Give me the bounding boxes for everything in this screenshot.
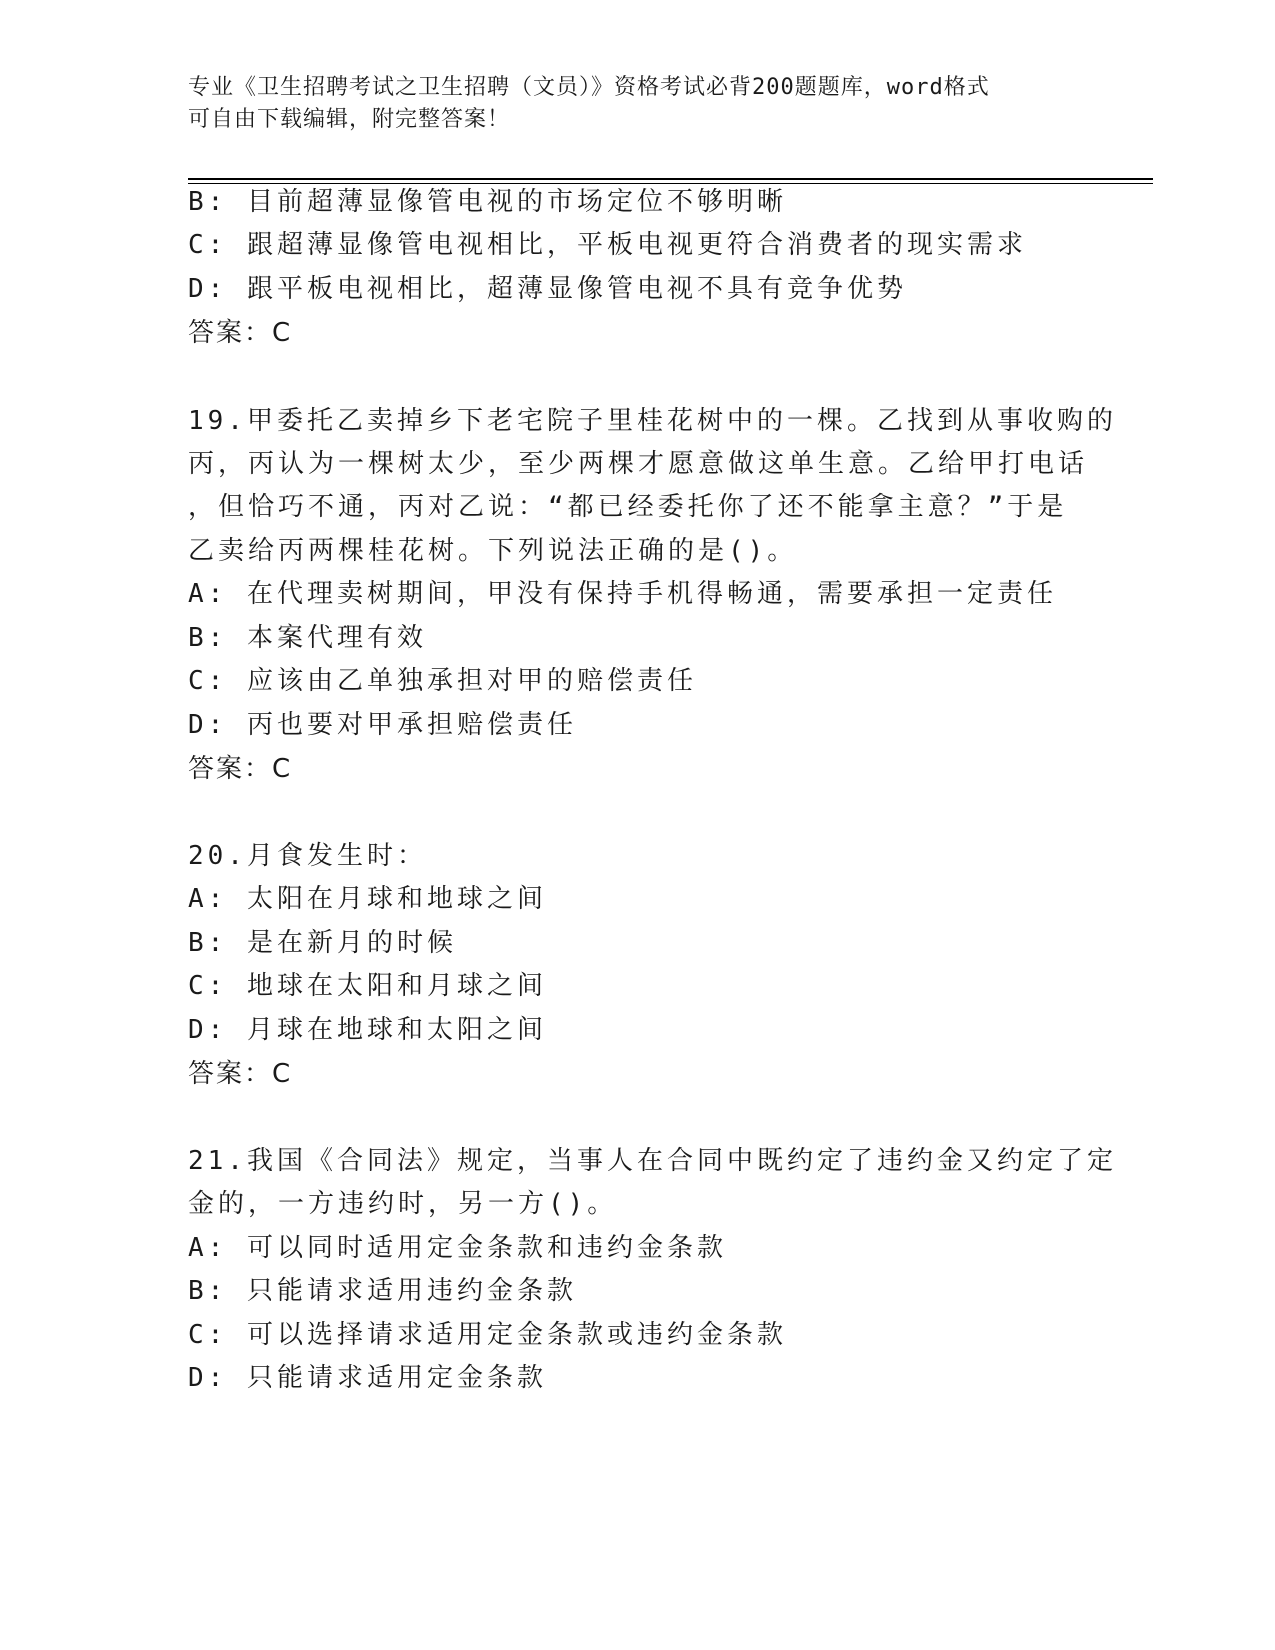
q21-option-a: A: 可以同时适用定金条款和违约金条款	[188, 1233, 727, 1263]
q18-option-c: C: 跟超薄显像管电视相比，平板电视更符合消费者的现实需求	[188, 230, 1027, 260]
q19-option-a: A: 在代理卖树期间，甲没有保持手机得畅通，需要承担一定责任	[188, 579, 1057, 609]
q20-option-b: B: 是在新月的时候	[188, 928, 457, 958]
header-line-2: 可自由下载编辑，附完整答案！	[188, 107, 511, 132]
q19-stem-line-3: ，但恰巧不通，丙对乙说：“都已经委托你了还不能拿主意？”于是	[188, 492, 1068, 522]
q21-stem-line-1: 21.我国《合同法》规定，当事人在合同中既约定了违约金又约定了定	[188, 1146, 1117, 1176]
header-rule-thick	[188, 178, 1153, 180]
q19-stem-line-4: 乙卖给丙两棵桂花树。下列说法正确的是()。	[188, 536, 798, 566]
q19-answer: 答案：C	[188, 754, 293, 784]
q21-option-d: D: 只能请求适用定金条款	[188, 1363, 547, 1393]
q20-option-c: C: 地球在太阳和月球之间	[188, 971, 547, 1001]
q19-option-b: B: 本案代理有效	[188, 623, 427, 653]
q21-stem-line-2: 金的，一方违约时，另一方()。	[188, 1189, 618, 1219]
q20-option-a: A: 太阳在月球和地球之间	[188, 884, 547, 914]
header-rule-thin	[188, 183, 1153, 184]
q20-answer: 答案：C	[188, 1059, 293, 1089]
q20-option-d: D: 月球在地球和太阳之间	[188, 1015, 547, 1045]
header-line-1: 专业《卫生招聘考试之卫生招聘（文员）》资格考试必背200题题库，word格式	[188, 75, 990, 100]
q18-option-d: D: 跟平板电视相比，超薄显像管电视不具有竞争优势	[188, 274, 907, 304]
q19-option-d: D: 丙也要对甲承担赔偿责任	[188, 710, 577, 740]
q18-answer: 答案：C	[188, 318, 293, 348]
q18-option-b: B: 目前超薄显像管电视的市场定位不够明晰	[188, 187, 787, 217]
q20-stem-line-1: 20.月食发生时：	[188, 841, 427, 871]
document-header	[188, 72, 1068, 136]
q21-option-c: C: 可以选择请求适用定金条款或违约金条款	[188, 1320, 787, 1350]
q19-stem-line-2: 丙，丙认为一棵树太少，至少两棵才愿意做这单生意。乙给甲打电话	[188, 449, 1089, 479]
q19-stem-line-1: 19.甲委托乙卖掉乡下老宅院子里桂花树中的一棵。乙找到从事收购的	[188, 406, 1117, 436]
q21-option-b: B: 只能请求适用违约金条款	[188, 1276, 577, 1306]
q19-option-c: C: 应该由乙单独承担对甲的赔偿责任	[188, 666, 697, 696]
